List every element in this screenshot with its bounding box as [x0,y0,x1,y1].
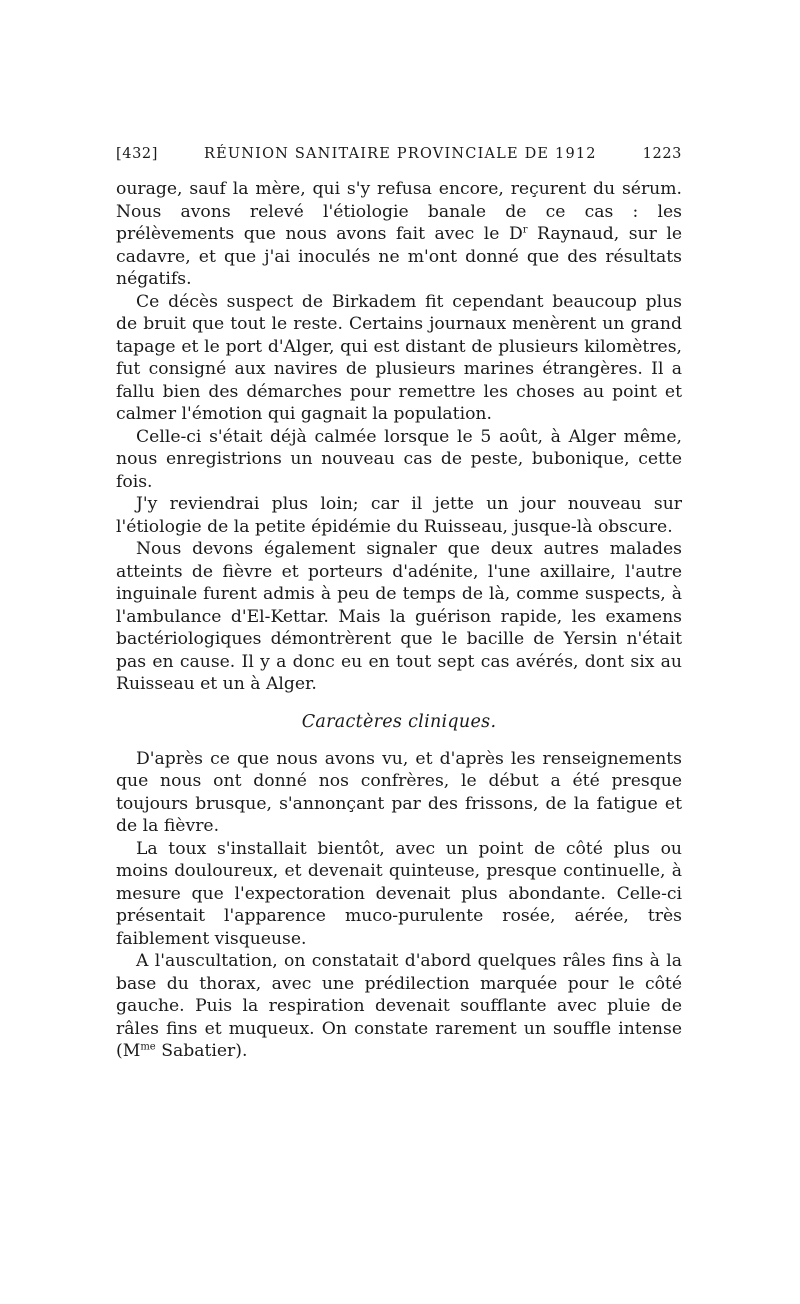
left-page-number: [432] [116,146,158,162]
paragraph: ourage, sauf la mère, qui s'y refusa encore, reçurent du sérum. Nous avons relevé l'étiologie banale de ce cas : les prélèvements que nous avons fait avec le $D^r$ Raynaud, sur le cadavre, et que j'ai inoculés ne m'ont donné que des résultats négatifs. [116,179,682,289]
paragraph: J'y reviendrai plus loin; car il jette un jour nouveau sur l'étiologie de la petite épidémie du Ruisseau, jusque-là obscure. [116,494,682,537]
running-header [116,146,682,162]
paragraph: La toux s'installait bientôt, avec un point de côté plus ou moins douloureux, et devenait quinteuse, presque continuelle, à mesure que l'expectoration devenait plus abondante. Celle-ci présentait l'apparence muco-purulente rosée, aérée, très faiblement visqueuse. [116,838,682,949]
paragraph: Nous devons également signaler que deux autres malades atteints de fièvre et porteurs d'adénite, l'une axillaire, l'autre inguinale furent admis à peu de temps de là, comme suspects, à l'ambulance d'El-Kettar. Mais la guérison rapide, les examens bactériologiques démontrèrent que le bacille de Yersin n'était pas en cause. Il y a donc eu en tout sept cas avérés, dont six au Ruisseau et un à Alger. [116,539,682,694]
page-body [116,178,682,1063]
running-title: RÉUNION SANITAIRE PROVINCIALE DE 1912 [203,146,597,162]
paragraph: A l'auscultation, on constatait d'abord quelques râles fins à la base du thorax, avec une prédilection marquée pour le côté gauche. Puis la respiration devenait soufflante avec pluie de râles fins et muqueux. On constate rarement un souffle intense ($M^{me}$ Sabatier). [116,951,682,1061]
paragraph: Celle-ci s'était déjà calmée lorsque le 5 août, à Alger même, nous enregistrions un nouveau cas de peste, bubonique, cette fois. [116,426,682,492]
book-page [116,146,682,1063]
section-heading: Caractères cliniques. [301,711,497,732]
paragraph: D'après ce que nous avons vu, et d'après les renseignements que nous ont donné nos confrères, le début a été presque toujours brusque, s'annonçant par des frissons, de la fatigue et de la fièvre. [116,748,682,836]
right-page-number: 1223 [642,146,682,162]
paragraph: Ce décès suspect de Birkadem fit cependant beaucoup plus de bruit que tout le reste. Certains journaux menèrent un grand tapage et le port d'Alger, qui est distant de plusieurs kilomètres, fut consigné aux navires de plusieurs marines étrangères. Il a fallu bien des démarches pour remettre les choses au point et calmer l'émotion qui gagnait la population. [116,291,682,424]
